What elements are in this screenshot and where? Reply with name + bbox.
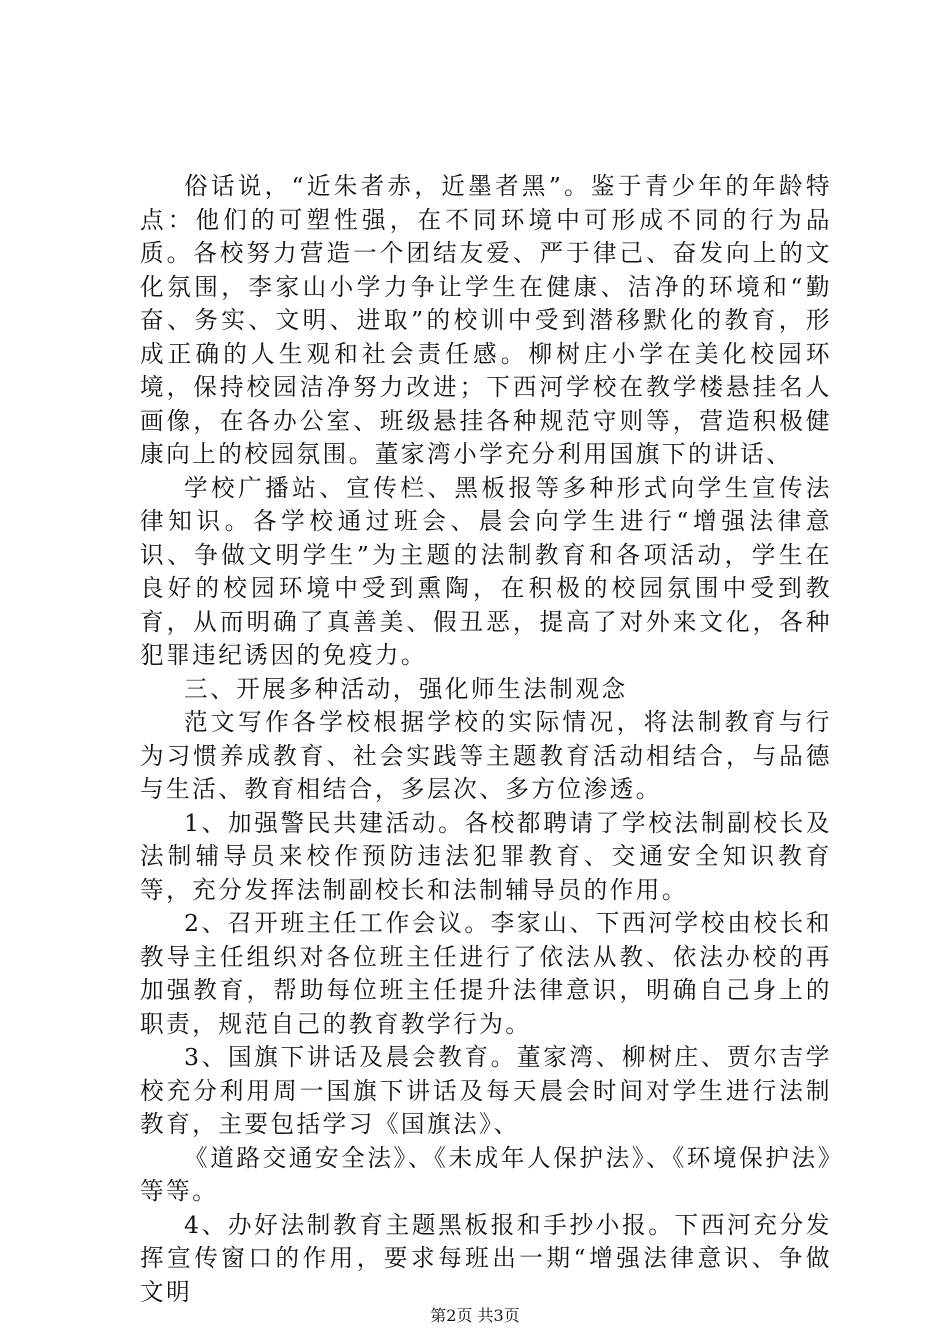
paragraph-legal-publicity: 学校广播站、宣传栏、黑板报等多种形式向学生宣传法律知识。各学校通过班会、晨会向学生进行“增强法律意识、争做文明学生”为主题的法制教育和各项活动，学生在良好的校园环境中受到熏陶，在积极的校园氛围中受到教育，从而明确了真善美、假丑恶，提高了对外来文化，各种犯罪违纪诱因的免疫力。 [140, 473, 832, 669]
document-body [0, 170, 950, 1309]
paragraph-item-1: 1、加强警民共建活动。各校都聘请了学校法制副校长及法制辅导员来校作预防违法犯罪教育、交通安全知识教育等，充分发挥法制副校长和法制辅导员的作用。 [140, 808, 832, 904]
paragraph-item-3: 3、国旗下讲话及晨会教育。董家湾、柳树庄、贾尔吉学校充分利用周一国旗下讲话及每天晨会时间对学生进行法制教育，主要包括学习《国旗法》、 [140, 1043, 832, 1138]
paragraph-item-2: 2、召开班主任工作会议。李家山、下西河学校由校长和教导主任组织对各位班主任进行了依法从教、依法办校的再加强教育，帮助每位班主任提升法律意识，明确自己身上的职责，规范自己的教育教学行为。 [140, 909, 832, 1038]
paragraph-integration: 范文写作各学校根据学校的实际情况，将法制教育与行为习惯养成教育、社会实践等主题教育活动相结合，与品德与生活、教育相结合，多层次、多方位渗透。 [140, 708, 832, 803]
paragraph-item-4: 4、办好法制教育主题黑板报和手抄小报。下西河充分发挥宣传窗口的作用，要求每班出一期“增强法律意识、争做文明 [140, 1210, 832, 1306]
paragraph-item-3-continued: 《道路交通安全法》、《未成年人保护法》、《环境保护法》等等。 [140, 1143, 832, 1205]
paragraph-school-atmosphere: 俗话说，“近朱者赤，近墨者黑”。鉴于青少年的年龄特点：他们的可塑性强，在不同环境中可形成不同的行为品质。各校努力营造一个团结友爱、严于律己、奋发向上的文化氛围，李家山小学力争让学生在健康、洁净的环境和“勤奋、务实、文明、进取”的校训中受到潜移默化的教育，形成正确的人生观和社会责任感。柳树庄小学在美化校园环境，保持校园洁净努力改进；下西河学校在教学楼悬挂名人画像，在各办公室、班级悬挂各种规范守则等，营造积极健康向上的校园氛围。董家湾小学充分利用国旗下的讲话、 [140, 172, 832, 468]
page-number-footer: 第2页 共3页 [430, 1306, 520, 1325]
section-heading: 三、开展多种活动，强化师生法制观念 [184, 674, 628, 703]
